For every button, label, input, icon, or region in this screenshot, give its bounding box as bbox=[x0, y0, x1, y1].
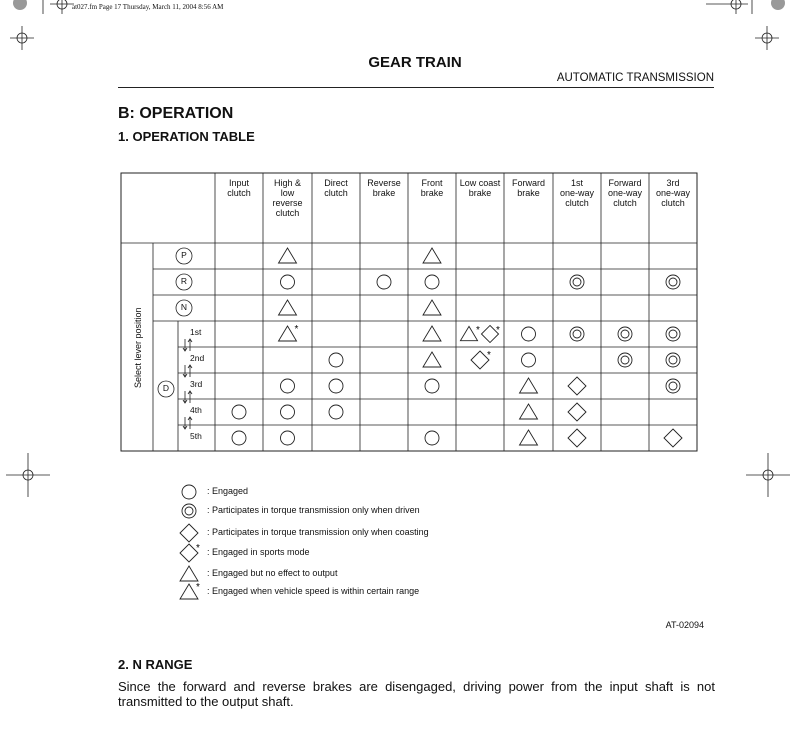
range-position-r: R bbox=[180, 276, 188, 286]
column-header-line: one-way bbox=[559, 188, 595, 198]
column-header-line: reverse bbox=[272, 198, 303, 208]
asterisk-icon: * bbox=[476, 325, 480, 336]
column-header-line: clutch bbox=[565, 198, 589, 208]
range-position-p: P bbox=[181, 250, 187, 260]
page-title: GEAR TRAIN bbox=[368, 54, 462, 71]
legend-symbol bbox=[180, 582, 200, 599]
asterisk-icon: * bbox=[487, 350, 491, 361]
column-header-line: High & bbox=[273, 178, 301, 188]
column-header-line: clutch bbox=[613, 198, 637, 208]
gear-label: 3rd bbox=[190, 379, 203, 389]
column-header-line: Front bbox=[421, 178, 443, 188]
column-header-line: brake bbox=[420, 188, 444, 198]
legend-text: : Participates in torque transmission only when driven bbox=[207, 505, 420, 515]
column-header-line: Low coast bbox=[459, 178, 501, 188]
double-circle-outer-icon bbox=[182, 504, 196, 518]
heading-operation-table: 1. OPERATION TABLE bbox=[118, 129, 255, 144]
n-range-paragraph: Since the forward and reverse brakes are disengaged, driving power from the input shaft is not transmitted to the output shaft. bbox=[118, 679, 715, 709]
asterisk-icon: * bbox=[196, 582, 200, 593]
print-header: at027.fm Page 17 Thursday, March 11, 2004 8:56 AM bbox=[72, 3, 224, 11]
legend-text: : Engaged bbox=[207, 486, 249, 496]
column-header-line: Reverse bbox=[367, 178, 401, 188]
engaged-circle-icon bbox=[182, 485, 196, 499]
triangle-icon bbox=[180, 566, 198, 581]
gear-label: 2nd bbox=[190, 353, 205, 363]
legend-text: : Engaged when vehicle speed is within certain range bbox=[207, 586, 420, 596]
legend-symbol bbox=[182, 485, 196, 499]
asterisk-icon: * bbox=[294, 324, 299, 335]
column-header-line: one-way bbox=[655, 188, 691, 198]
column-header-line: Forward bbox=[608, 178, 642, 188]
figure-code: AT-02094 bbox=[665, 620, 704, 630]
gear-label: 4th bbox=[190, 405, 202, 415]
column-header-line: 3rd bbox=[666, 178, 680, 188]
diamond-icon bbox=[180, 524, 198, 542]
column-header-line: clutch bbox=[661, 198, 685, 208]
column-header-line: one-way bbox=[607, 188, 643, 198]
asterisk-icon: * bbox=[196, 543, 200, 554]
column-header-line: brake bbox=[517, 188, 540, 198]
section-name: AUTOMATIC TRANSMISSION bbox=[556, 72, 714, 84]
column-header-line: brake bbox=[468, 188, 492, 198]
range-position-d: D bbox=[162, 383, 170, 393]
range-position-n: N bbox=[180, 302, 188, 312]
column-header-line: clutch bbox=[275, 208, 300, 218]
lever-position-label: Select lever position bbox=[133, 307, 143, 388]
column-header-line: low bbox=[280, 188, 295, 198]
column-header-line: Input bbox=[228, 178, 250, 188]
legend-symbol bbox=[180, 524, 198, 542]
column-header-line: Forward bbox=[511, 178, 545, 188]
gear-label: 1st bbox=[190, 327, 202, 337]
gear-label: 5th bbox=[190, 431, 202, 441]
asterisk-icon: * bbox=[496, 325, 500, 336]
column-header-line: clutch bbox=[227, 188, 251, 198]
heading-operation: B: OPERATION bbox=[118, 105, 234, 122]
legend-symbol bbox=[180, 566, 198, 581]
heading-n-range: 2. N RANGE bbox=[118, 657, 193, 672]
legend-text: : Engaged in sports mode bbox=[207, 547, 310, 557]
column-header-line: 1st bbox=[570, 178, 583, 188]
double-circle-inner-icon bbox=[185, 507, 193, 515]
column-header-line: clutch bbox=[324, 188, 348, 198]
column-header-line: brake bbox=[372, 188, 396, 198]
legend-symbol bbox=[182, 504, 196, 518]
column-header-line: Direct bbox=[324, 178, 348, 188]
legend-text: : Engaged but no effect to output bbox=[207, 568, 338, 578]
legend-symbol bbox=[180, 543, 200, 562]
legend-text: : Participates in torque transmission only when coasting bbox=[207, 527, 429, 537]
